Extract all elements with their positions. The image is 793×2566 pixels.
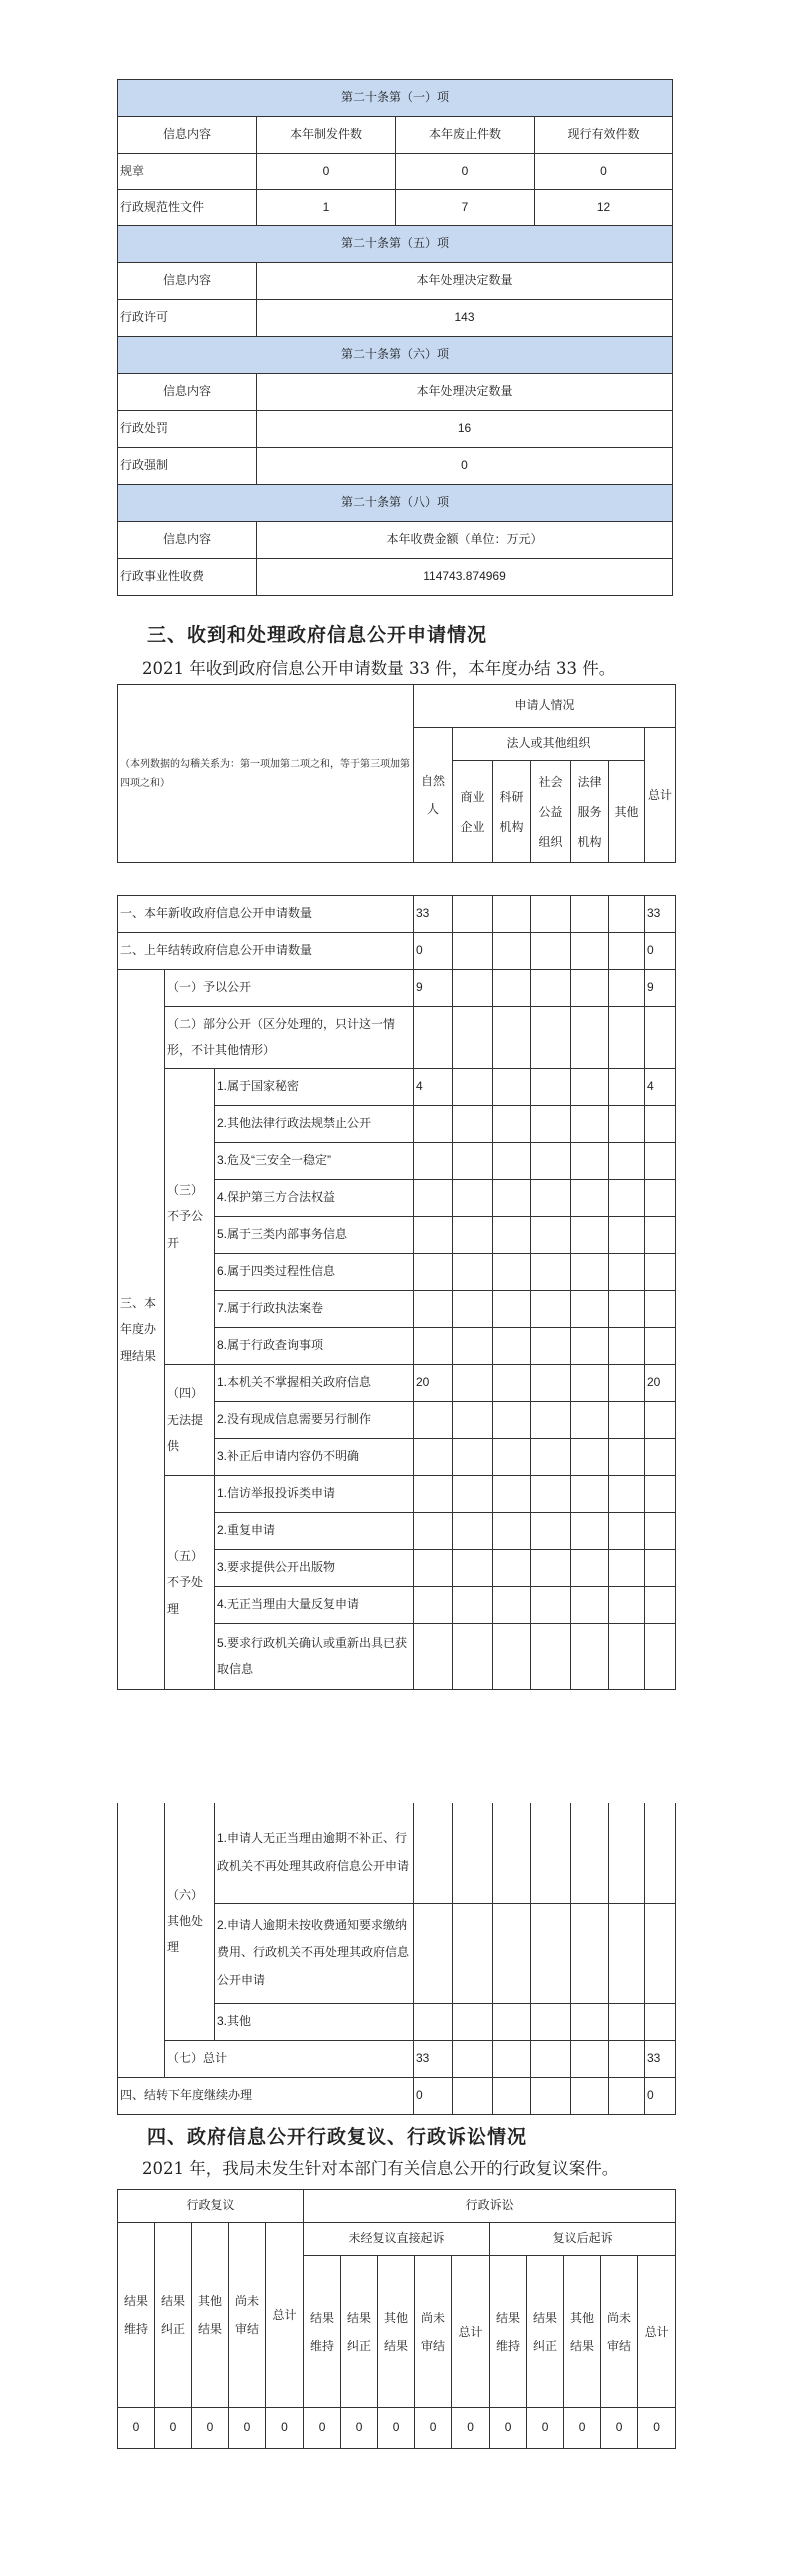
column-header: 总计 [452, 2256, 490, 2408]
row-label: 3.危及“三安全一稳定” [215, 1143, 414, 1180]
row-label: 5.属于三类内部事务信息 [215, 1217, 414, 1254]
row-label: 四、结转下年度继续办理 [118, 2077, 414, 2114]
group-label: （六）其他处理 [165, 1803, 215, 2040]
cell-value: 0 [192, 2408, 229, 2449]
table-review-litigation [117, 2189, 676, 2449]
cell-value: 16 [257, 411, 673, 448]
cell-value: 0 [490, 2408, 527, 2449]
column-header: 结果维持 [490, 2256, 527, 2408]
column-header: 结果纠正 [155, 2223, 192, 2408]
section-title: 第二十条第（五）项 [118, 226, 673, 263]
direct-suit-header: 未经复议直接起诉 [304, 2223, 490, 2256]
row-label: 6.属于四类过程性信息 [215, 1254, 414, 1291]
column-header: 商业企业 [453, 761, 493, 863]
applicant-header: 申请人情况 [414, 685, 676, 728]
section-title: 第二十条第（六）项 [118, 337, 673, 374]
row-label: 7.属于行政执法案卷 [215, 1291, 414, 1328]
cell-value: 9 [414, 970, 453, 1007]
row-label: （一）予以公开 [165, 970, 414, 1007]
row-label: 5.要求行政机关确认或重新出具已获取信息 [215, 1624, 414, 1690]
section-title: 第二十条第（一）项 [118, 80, 673, 117]
column-header: 结果维持 [118, 2223, 155, 2408]
row-label: 规章 [118, 154, 257, 190]
row-label: 4.无正当理由大量反复申请 [215, 1587, 414, 1624]
cell-value: 0 [415, 2408, 452, 2449]
row-label: 二、上年结转政府信息公开申请数量 [118, 933, 414, 970]
row-label: 4.保护第三方合法权益 [215, 1180, 414, 1217]
group-label: （三）不予公开 [165, 1069, 215, 1365]
row-label: 8.属于行政查询事项 [215, 1328, 414, 1365]
column-header: 本年废止件数 [396, 117, 535, 154]
column-header: 信息内容 [118, 374, 257, 411]
paragraph: 2021 年，我局未发生针对本部门有关信息公开的行政复议案件。 [142, 2159, 619, 2178]
litigation-header: 行政诉讼 [304, 2190, 676, 2223]
cell-value: 0 [535, 154, 673, 190]
row-label: （二）部分公开（区分处理的，只计这一情形，不计其他情形） [165, 1007, 414, 1069]
cell-value: 33 [414, 2040, 453, 2077]
table-applications [117, 684, 676, 1690]
column-header: 其他 [609, 761, 645, 863]
cell-value: 0 [527, 2408, 564, 2449]
cell-value: 0 [414, 2077, 453, 2114]
column-header: 本年处理决定数量 [257, 263, 673, 300]
review-header: 行政复议 [118, 2190, 304, 2223]
cell-value: 33 [414, 896, 453, 933]
cell-value: 0 [601, 2408, 638, 2449]
column-header: 科研机构 [493, 761, 531, 863]
column-header: 法律服务机构 [571, 761, 609, 863]
cell-value: 1 [257, 190, 396, 226]
column-header: 结果维持 [304, 2256, 341, 2408]
natural-person-header: 自然人 [414, 728, 453, 863]
column-header: 结果纠正 [527, 2256, 564, 2408]
cell-value: 0 [155, 2408, 192, 2449]
group-label: （五）不予处理 [165, 1476, 215, 1690]
cell-value: 0 [396, 154, 535, 190]
row-label: 一、本年新收政府信息公开申请数量 [118, 896, 414, 933]
column-header: 其他结果 [564, 2256, 601, 2408]
row-label: 行政规范性文件 [118, 190, 257, 226]
row-label: （七）总计 [165, 2040, 414, 2077]
cell-value: 0 [378, 2408, 415, 2449]
cell-value: 143 [257, 300, 673, 337]
cell-value: 0 [452, 2408, 490, 2449]
section-title: 第二十条第（八）项 [118, 485, 673, 522]
column-header: 尚未审结 [229, 2223, 266, 2408]
row-label: 2.申请人逾期未按收费通知要求缴纳费用、行政机关不再处理其政府信息公开申请 [215, 1903, 414, 2003]
column-header: 尚未审结 [601, 2256, 638, 2408]
cell-value: 7 [396, 190, 535, 226]
row-label: 3.补正后申请内容仍不明确 [215, 1439, 414, 1476]
row-label: 1.本机关不掌握相关政府信息 [215, 1365, 414, 1402]
row-label: 行政强制 [118, 448, 257, 485]
cell-value: 0 [645, 2077, 676, 2114]
cell-value: 0 [118, 2408, 155, 2449]
column-header: 其他结果 [192, 2223, 229, 2408]
cell-value: 33 [645, 896, 676, 933]
cell-value: 4 [414, 1069, 453, 1106]
note-cell: （本列数据的勾稽关系为：第一项加第二项之和，等于第三项加第四项之和） [118, 685, 414, 863]
row-label: 行政许可 [118, 300, 257, 337]
row-label: 2.其他法律行政法规禁止公开 [215, 1106, 414, 1143]
cell-value: 0 [645, 933, 676, 970]
cell-value: 33 [645, 2040, 676, 2077]
column-header: 信息内容 [118, 117, 257, 154]
row-label: 行政处罚 [118, 411, 257, 448]
group-label-empty [118, 1803, 165, 2077]
cell-value: 114743.874969 [257, 559, 673, 596]
column-header: 社会公益组织 [531, 761, 571, 863]
column-header: 本年收费金额（单位：万元） [257, 522, 673, 559]
cell-value: 4 [645, 1069, 676, 1106]
column-header: 本年制发件数 [257, 117, 396, 154]
section-heading: 三、收到和处理政府信息公开申请情况 [147, 624, 488, 646]
cell-value: 0 [266, 2408, 304, 2449]
column-header: 信息内容 [118, 263, 257, 300]
paragraph: 2021 年收到政府信息公开申请数量 33 件，本年度办结 33 件。 [142, 659, 616, 678]
row-label: 3.其他 [215, 2003, 414, 2040]
cell-value: 0 [638, 2408, 676, 2449]
group-label: （四）无法提供 [165, 1365, 215, 1476]
column-header: 信息内容 [118, 522, 257, 559]
cell-value: 12 [535, 190, 673, 226]
cell-value: 0 [341, 2408, 378, 2449]
spacer [118, 863, 676, 896]
legal-entity-header: 法人或其他组织 [453, 728, 645, 761]
column-header: 尚未审结 [415, 2256, 452, 2408]
column-header: 总计 [638, 2256, 676, 2408]
cell-value: 9 [645, 970, 676, 1007]
row-label: 2.重复申请 [215, 1513, 414, 1550]
column-header: 结果纠正 [341, 2256, 378, 2408]
column-header: 现行有效件数 [535, 117, 673, 154]
row-label: 2.没有现成信息需要另行制作 [215, 1402, 414, 1439]
column-header: 本年处理决定数量 [257, 374, 673, 411]
table-article20 [117, 79, 673, 596]
row-label: 1.申请人无正当理由逾期不补正、行政机关不再处理其政府信息公开申请 [215, 1803, 414, 1903]
cell-value: 0 [257, 154, 396, 190]
group-label: 三、本年度办理结果 [118, 970, 165, 1690]
row-label: 3.要求提供公开出版物 [215, 1550, 414, 1587]
row-label: 1.信访举报投诉类申请 [215, 1476, 414, 1513]
cell-value: 0 [257, 448, 673, 485]
cell-value: 20 [645, 1365, 676, 1402]
column-header: 其他结果 [378, 2256, 415, 2408]
column-header: 总计 [266, 2223, 304, 2408]
cell-value: 0 [414, 933, 453, 970]
row-label: 行政事业性收费 [118, 559, 257, 596]
table-applications-cont [117, 1803, 676, 2115]
after-review-header: 复议后起诉 [490, 2223, 676, 2256]
row-label: 1.属于国家秘密 [215, 1069, 414, 1106]
section-heading: 四、政府信息公开行政复议、行政诉讼情况 [147, 2126, 528, 2148]
cell-value: 20 [414, 1365, 453, 1402]
cell-value: 0 [304, 2408, 341, 2449]
total-header: 总计 [645, 728, 676, 863]
cell-value: 0 [564, 2408, 601, 2449]
cell-value: 0 [229, 2408, 266, 2449]
